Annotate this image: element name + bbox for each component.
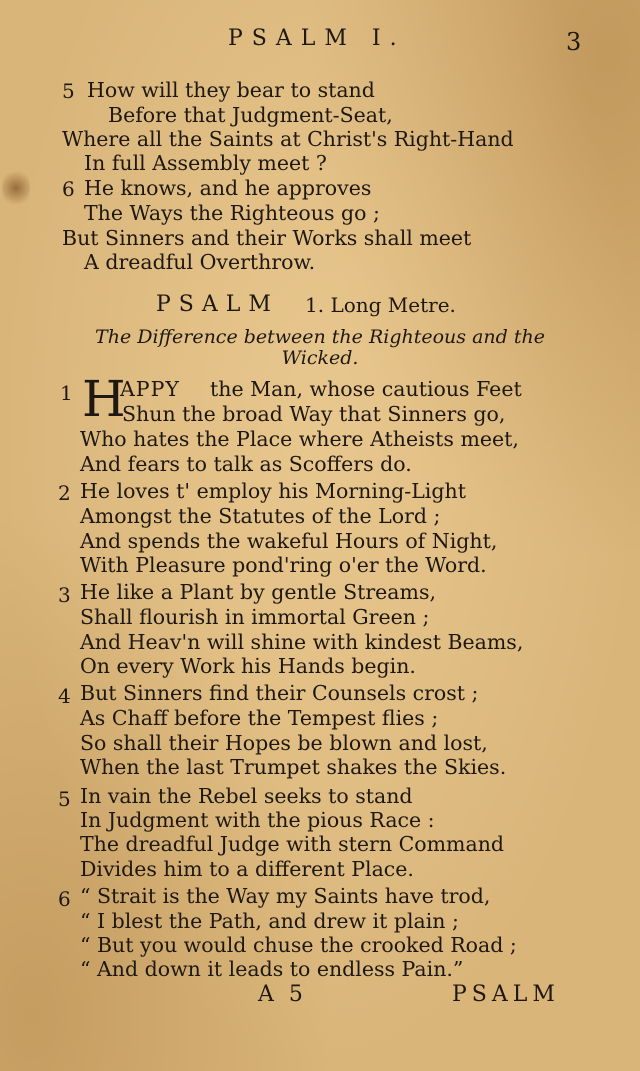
stanza-number: 3 [58,583,71,607]
signature-mark: A 5 [258,982,307,1007]
stanza-number: 4 [58,684,71,708]
verse-line: Divides him to a different Place. [80,857,414,881]
psalm-subtitle-cont: Wicked. [281,347,359,369]
running-title: PSALM I. [228,26,406,51]
verse-line: Before that Judgment-Seat, [108,103,393,127]
verse-line: Amongst the Statutes of the Lord ; [80,504,441,528]
psalm-number-metre: 1. Long Metre. [305,293,456,317]
drop-cap: H [82,370,126,428]
verse-line: But Sinners find their Counsels crost ; [80,681,479,705]
psalm-subtitle: The Difference between the Righteous and the [95,326,545,348]
verse-line: He knows, and he approves [84,176,372,200]
catchword: PSALM [452,982,560,1007]
verse-line: But Sinners and their Works shall meet [62,226,472,250]
verse-line: When the last Trumpet shakes the Skies. [80,755,507,779]
verse-line: “ And down it leads to endless Pain.” [80,957,464,981]
stanza-number: 5 [62,79,75,103]
verse-line: He loves t' employ his Morning-Light [80,479,466,503]
verse-line: In vain the Rebel seeks to stand [80,784,413,808]
psalm-title: PSALM [156,292,279,317]
verse-line: The Ways the Righteous go ; [84,201,380,225]
stanza-number: 6 [62,177,75,201]
stanza-number: 1 [60,381,73,405]
verse-line: In full Assembly meet ? [84,151,327,175]
verse-line: “ Strait is the Way my Saints have trod, [80,884,491,908]
verse-line: the Man, whose cautious Feet [210,377,522,401]
verse-line: The dreadful Judge with stern Command [80,832,505,856]
verse-line: As Chaff before the Tempest flies ; [80,706,439,730]
paper-stain [2,168,30,208]
verse-line: How will they bear to stand [87,78,375,102]
verse-line: “ I blest the Path, and drew it plain ; [80,909,459,933]
verse-line: With Pleasure pond'ring o'er the Word. [80,553,487,577]
verse-line: On every Work his Hands begin. [80,654,416,678]
verse-line: A dreadful Overthrow. [84,250,316,274]
verse-line: “ But you would chuse the crooked Road ; [80,933,517,957]
verse-line: And Heav'n will shine with kindest Beams, [80,630,524,654]
verse-line: Shall flourish in immortal Green ; [80,605,430,629]
verse-line: Where all the Saints at Christ's Right-Hand [62,127,514,151]
stanza-number: 6 [58,887,71,911]
first-word: APPY [120,377,180,401]
verse-line: In Judgment with the pious Race : [80,808,435,832]
verse-line: So shall their Hopes be blown and lost, [80,731,488,755]
verse-line: Who hates the Place where Atheists meet, [80,427,519,451]
page-number: 3 [566,28,582,56]
verse-line: Shun the broad Way that Sinners go, [122,402,506,426]
verse-line: And spends the wakeful Hours of Night, [80,529,498,553]
stanza-number: 5 [58,787,71,811]
verse-line: He like a Plant by gentle Streams, [80,580,437,604]
verse-line: And fears to talk as Scoffers do. [80,452,412,476]
stanza-number: 2 [58,481,71,505]
